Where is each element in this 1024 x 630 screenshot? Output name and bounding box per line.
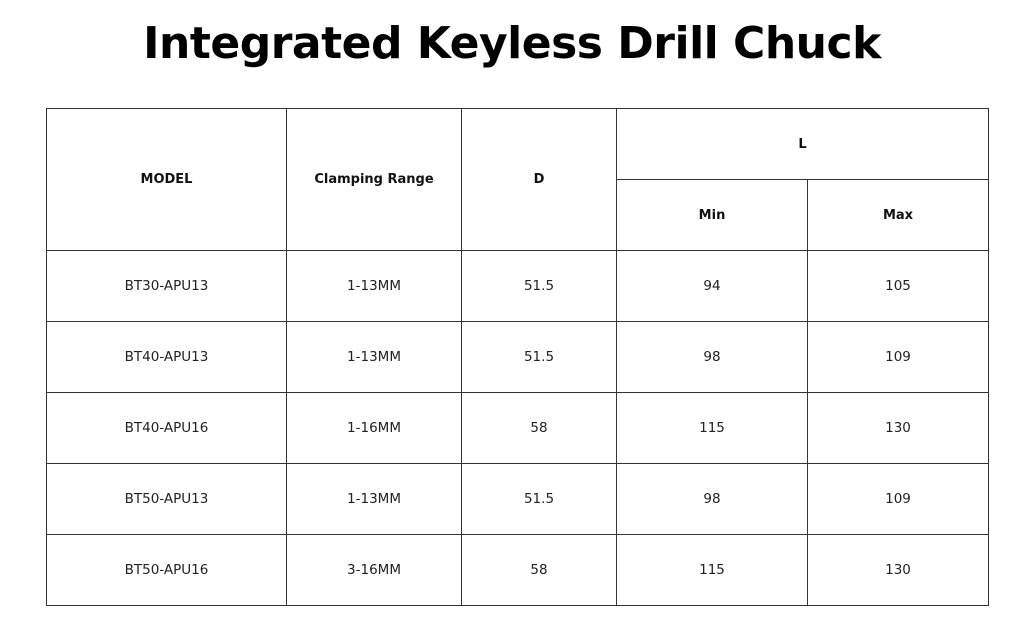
cell-model: BT50-APU13 <box>47 464 287 535</box>
cell-model: BT30-APU13 <box>47 251 287 322</box>
spec-table <box>46 108 989 606</box>
cell-l-max: 130 <box>808 393 989 464</box>
cell-clamping-range: 1-13MM <box>287 322 462 393</box>
cell-d: 51.5 <box>462 322 617 393</box>
header-clamping-range: Clamping Range <box>287 109 462 251</box>
table-row <box>47 322 989 393</box>
cell-l-min: 115 <box>617 535 808 606</box>
cell-clamping-range: 1-16MM <box>287 393 462 464</box>
cell-l-min: 94 <box>617 251 808 322</box>
cell-l-min: 98 <box>617 464 808 535</box>
header-l: L <box>617 109 989 180</box>
cell-model: BT40-APU16 <box>47 393 287 464</box>
cell-model: BT40-APU13 <box>47 322 287 393</box>
cell-d: 51.5 <box>462 251 617 322</box>
cell-l-max: 109 <box>808 322 989 393</box>
cell-clamping-range: 3-16MM <box>287 535 462 606</box>
table-row <box>47 393 989 464</box>
header-model: MODEL <box>47 109 287 251</box>
header-d: D <box>462 109 617 251</box>
header-l-max: Max <box>808 180 989 251</box>
cell-l-max: 109 <box>808 464 989 535</box>
table-row <box>47 464 989 535</box>
cell-l-min: 98 <box>617 322 808 393</box>
page-title: Integrated Keyless Drill Chuck <box>143 18 881 69</box>
cell-d: 58 <box>462 393 617 464</box>
cell-l-max: 130 <box>808 535 989 606</box>
table-row <box>47 535 989 606</box>
cell-l-max: 105 <box>808 251 989 322</box>
header-l-min: Min <box>617 180 808 251</box>
cell-l-min: 115 <box>617 393 808 464</box>
cell-clamping-range: 1-13MM <box>287 251 462 322</box>
cell-model: BT50-APU16 <box>47 535 287 606</box>
cell-d: 51.5 <box>462 464 617 535</box>
cell-d: 58 <box>462 535 617 606</box>
table-row <box>47 251 989 322</box>
cell-clamping-range: 1-13MM <box>287 464 462 535</box>
